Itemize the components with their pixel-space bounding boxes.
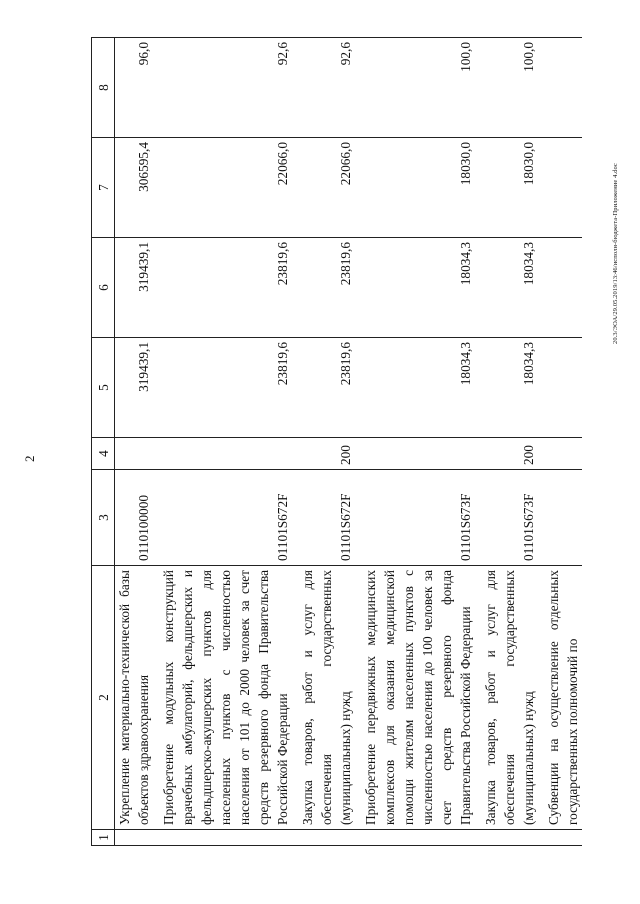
row-plan bbox=[544, 338, 582, 438]
row-percent: 100,0 bbox=[361, 38, 475, 138]
table-row bbox=[115, 38, 154, 846]
row-plan: 23819,6 bbox=[159, 338, 292, 438]
row-percent: 92,6 bbox=[159, 38, 292, 138]
row-executed: 18030,0 bbox=[481, 138, 538, 238]
row-type bbox=[159, 438, 292, 470]
row-executed: 18030,0 bbox=[361, 138, 475, 238]
row-name: Закупка товаров, работ и услуг для обеспечения государственных (муниципальных) нужд bbox=[481, 566, 538, 830]
page-number: 2 bbox=[22, 455, 37, 462]
column-header: 5 bbox=[92, 338, 115, 438]
row-name: Субвенции на осуществление отдельных государственных полномочий по bbox=[544, 566, 582, 830]
budget-table bbox=[91, 37, 582, 846]
row-executed bbox=[544, 138, 582, 238]
column-header: 6 bbox=[92, 238, 115, 338]
row-name: Приобретение передвижных медицинских комплексов для оказания медицинской помощи жителям населенных пунктов с численностью населения до 100 человек за счет средств резервного фонда Правительства Российской Федерации bbox=[361, 566, 475, 830]
row-code: 01101S673F bbox=[481, 470, 538, 566]
row-executed: 22066,0 bbox=[298, 138, 355, 238]
row-type: 200 bbox=[298, 438, 355, 470]
row-executed: 306595,4 bbox=[115, 138, 154, 238]
row-plan: 23819,6 bbox=[298, 338, 355, 438]
row-refined: 319439,1 bbox=[115, 238, 154, 338]
table-row bbox=[544, 38, 582, 846]
row-refined: 23819,6 bbox=[159, 238, 292, 338]
row-plan: 18034,3 bbox=[481, 338, 538, 438]
row-plan: 319439,1 bbox=[115, 338, 154, 438]
table-header-row bbox=[92, 38, 115, 846]
row-percent: 92,6 bbox=[298, 38, 355, 138]
row-type bbox=[361, 438, 475, 470]
row-percent: 96,0 bbox=[115, 38, 154, 138]
column-header: 4 bbox=[92, 438, 115, 470]
row-percent bbox=[544, 38, 582, 138]
row-name: Укрепление материально-технической базы объектов здравоохранения bbox=[115, 566, 154, 830]
row-name: Закупка товаров, работ и услуг для обеспечения государственных (муниципальных) нужд bbox=[298, 566, 355, 830]
row-type bbox=[115, 438, 154, 470]
column-header: 3 bbox=[92, 470, 115, 566]
column-header: 7 bbox=[92, 138, 115, 238]
row-code bbox=[544, 470, 582, 566]
table-row bbox=[298, 38, 355, 846]
row-executed: 22066,0 bbox=[159, 138, 292, 238]
row-code: 01101S672F bbox=[298, 470, 355, 566]
table-row bbox=[159, 38, 292, 846]
row-refined bbox=[544, 238, 582, 338]
row-code: 01101S673F bbox=[361, 470, 475, 566]
row-code: 01101S672F bbox=[159, 470, 292, 566]
column-header: 1 bbox=[92, 830, 115, 846]
row-refined: 23819,6 bbox=[298, 238, 355, 338]
row-refined: 18034,3 bbox=[481, 238, 538, 338]
column-header: 2 bbox=[92, 566, 115, 830]
row-plan: 18034,3 bbox=[361, 338, 475, 438]
row-type: 200 bbox=[481, 438, 538, 470]
row-percent: 100,0 bbox=[481, 38, 538, 138]
column-header: 8 bbox=[92, 38, 115, 138]
table-row bbox=[481, 38, 538, 846]
row-refined: 18034,3 bbox=[361, 238, 475, 338]
row-name: Приобретение модульных конструкций врачебных амбулаторий, фельдшерских и фельдшерско-акушерских пунктов для населенных пунктов с численностью населения от 101 до 2000 человек за счет средств резервного фонда Правительства Российской Федерации bbox=[159, 566, 292, 830]
row-type bbox=[544, 438, 582, 470]
row-code: 0110100000 bbox=[115, 470, 154, 566]
footer-file-note: 20.3/ЭОА/29.05.2019/13:46/исполн-бюджета-Приложение 4.doc bbox=[612, 163, 619, 344]
table-row bbox=[361, 38, 475, 846]
